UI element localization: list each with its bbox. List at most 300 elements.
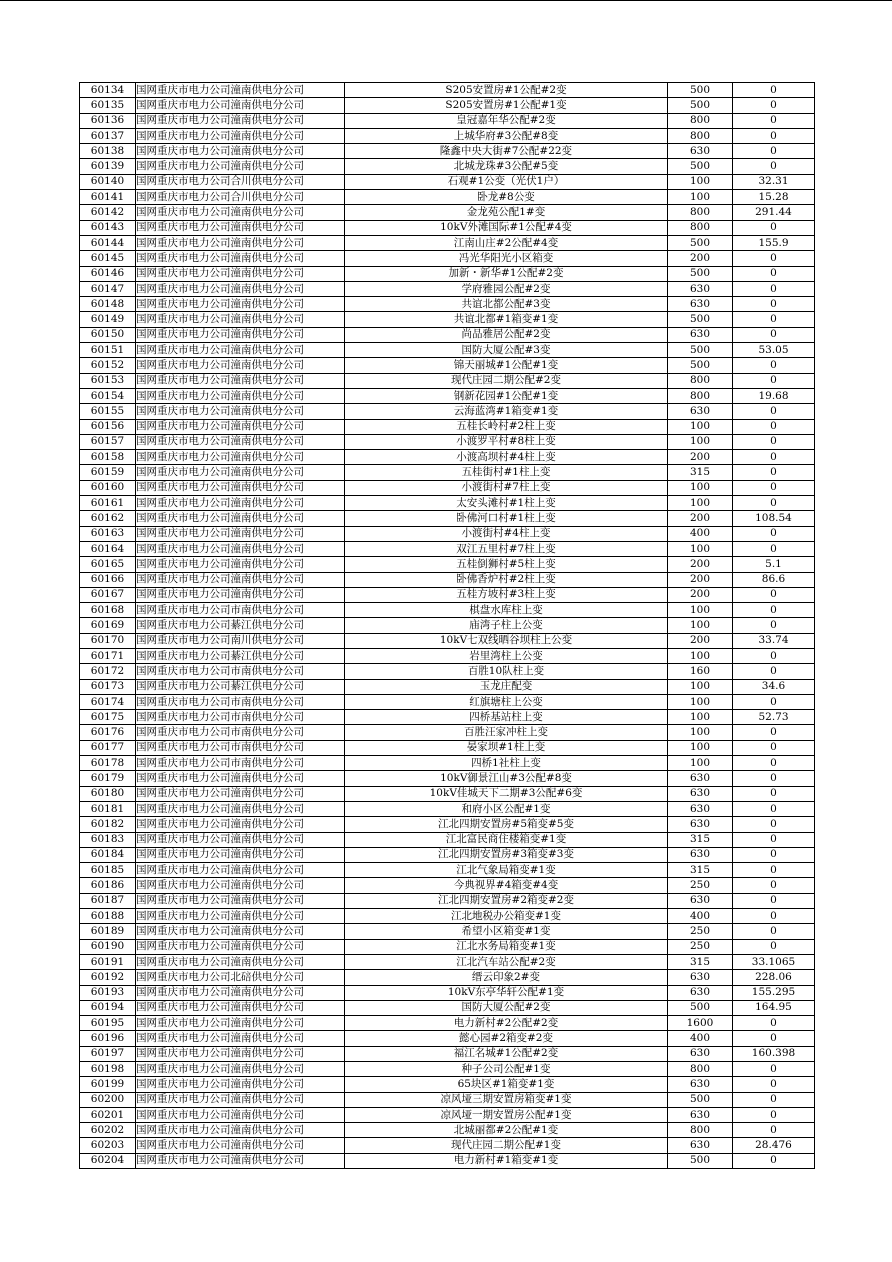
capacity-cell: 200 [668, 557, 733, 572]
capacity-cell: 1600 [668, 1016, 733, 1031]
value-cell: 0 [733, 251, 815, 266]
row-id-cell: 60187 [80, 893, 136, 908]
capacity-cell: 630 [668, 327, 733, 342]
row-id-cell: 60193 [80, 985, 136, 1000]
value-cell: 33.1065 [733, 954, 815, 969]
row-id-cell: 60186 [80, 878, 136, 893]
transformer-name-cell: 现代庄园二期公配#2变 [345, 373, 668, 388]
org-cell: 国网重庆市电力公司潼南供电分公司 [136, 1092, 345, 1107]
transformer-name-cell: 钢新花园#1公配#1变 [345, 388, 668, 403]
table-row [80, 251, 815, 266]
org-cell: 国网重庆市电力公司合川供电分公司 [136, 190, 345, 205]
row-id-cell: 60153 [80, 373, 136, 388]
capacity-cell: 500 [668, 1000, 733, 1015]
capacity-cell: 630 [668, 817, 733, 832]
value-cell: 0 [733, 419, 815, 434]
value-cell: 53.05 [733, 343, 815, 358]
table-row [80, 648, 815, 663]
org-cell: 国网重庆市电力公司市南供电分公司 [136, 664, 345, 679]
value-cell: 0 [733, 847, 815, 862]
transformer-name-cell: 五桂长岭村#2柱上变 [345, 419, 668, 434]
org-cell: 国网重庆市电力公司潼南供电分公司 [136, 786, 345, 801]
capacity-cell: 100 [668, 756, 733, 771]
table-row [80, 985, 815, 1000]
row-id-cell: 60157 [80, 434, 136, 449]
transformer-name-cell: 红旗塘柱上公变 [345, 694, 668, 709]
table-row [80, 939, 815, 954]
capacity-cell: 200 [668, 251, 733, 266]
capacity-cell: 630 [668, 144, 733, 159]
org-cell: 国网重庆市电力公司合川供电分公司 [136, 174, 345, 189]
transformer-name-cell: 江北四期安置房#2箱变#2变 [345, 893, 668, 908]
org-cell: 国网重庆市电力公司潼南供电分公司 [136, 801, 345, 816]
transformer-name-cell: 云海蓝湾#1箱变#1变 [345, 404, 668, 419]
row-id-cell: 60182 [80, 817, 136, 832]
capacity-cell: 500 [668, 312, 733, 327]
transformer-name-cell: 双江五里村#7柱上变 [345, 541, 668, 556]
table-row [80, 786, 815, 801]
capacity-cell: 100 [668, 679, 733, 694]
transformer-name-cell: 江北四期安置房#5箱变#5变 [345, 817, 668, 832]
org-cell: 国网重庆市电力公司潼南供电分公司 [136, 450, 345, 465]
table-row [80, 312, 815, 327]
capacity-cell: 630 [668, 1138, 733, 1153]
value-cell: 0 [733, 664, 815, 679]
transformer-name-cell: 65块区#1箱变#1变 [345, 1077, 668, 1092]
row-id-cell: 60200 [80, 1092, 136, 1107]
capacity-cell: 100 [668, 710, 733, 725]
value-cell: 32.31 [733, 174, 815, 189]
transformer-name-cell: 10kV外滩国际#1公配#4变 [345, 220, 668, 235]
row-id-cell: 60169 [80, 618, 136, 633]
org-cell: 国网重庆市电力公司潼南供电分公司 [136, 1000, 345, 1015]
capacity-cell: 630 [668, 297, 733, 312]
table-row [80, 893, 815, 908]
row-id-cell: 60149 [80, 312, 136, 327]
capacity-cell: 250 [668, 924, 733, 939]
transformer-name-cell: 加新・新华#1公配#2变 [345, 266, 668, 281]
capacity-cell: 100 [668, 419, 733, 434]
table-row [80, 480, 815, 495]
value-cell: 0 [733, 496, 815, 511]
row-id-cell: 60185 [80, 863, 136, 878]
transformer-name-cell: 棋盘水库柱上变 [345, 603, 668, 618]
row-id-cell: 60180 [80, 786, 136, 801]
row-id-cell: 60135 [80, 98, 136, 113]
org-cell: 国网重庆市电力公司潼南供电分公司 [136, 511, 345, 526]
capacity-cell: 250 [668, 878, 733, 893]
transformer-name-cell: 国防大厦公配#3变 [345, 343, 668, 358]
row-id-cell: 60194 [80, 1000, 136, 1015]
transformer-name-cell: 卧佛河口村#1柱上变 [345, 511, 668, 526]
value-cell: 0 [733, 893, 815, 908]
table-row [80, 771, 815, 786]
org-cell: 国网重庆市电力公司潼南供电分公司 [136, 1031, 345, 1046]
row-id-cell: 60165 [80, 557, 136, 572]
capacity-cell: 630 [668, 1107, 733, 1122]
transformer-name-cell: 五桂倒狮村#5柱上变 [345, 557, 668, 572]
table-row [80, 511, 815, 526]
capacity-cell: 315 [668, 832, 733, 847]
transformer-name-cell: 懿心园#2箱变#2变 [345, 1031, 668, 1046]
row-id-cell: 60188 [80, 909, 136, 924]
table-row [80, 801, 815, 816]
org-cell: 国网重庆市电力公司潼南供电分公司 [136, 939, 345, 954]
transformer-name-cell: 小渡街村#4柱上变 [345, 526, 668, 541]
transformer-name-cell: 希望小区箱变#1变 [345, 924, 668, 939]
row-id-cell: 60154 [80, 388, 136, 403]
transformer-name-cell: 卧龙#8公变 [345, 190, 668, 205]
org-cell: 国网重庆市电力公司潼南供电分公司 [136, 893, 345, 908]
org-cell: 国网重庆市电力公司潼南供电分公司 [136, 1077, 345, 1092]
capacity-cell: 500 [668, 1092, 733, 1107]
value-cell: 0 [733, 327, 815, 342]
value-cell: 0 [733, 587, 815, 602]
row-id-cell: 60141 [80, 190, 136, 205]
value-cell: 0 [733, 1092, 815, 1107]
row-id-cell: 60202 [80, 1123, 136, 1138]
org-cell: 国网重庆市电力公司潼南供电分公司 [136, 434, 345, 449]
transformer-name-cell: 福江名城#1公配#2变 [345, 1046, 668, 1061]
row-id-cell: 60152 [80, 358, 136, 373]
org-cell: 国网重庆市电力公司潼南供电分公司 [136, 1138, 345, 1153]
table-row [80, 113, 815, 128]
capacity-cell: 100 [668, 174, 733, 189]
row-id-cell: 60150 [80, 327, 136, 342]
capacity-cell: 160 [668, 664, 733, 679]
table-row [80, 343, 815, 358]
table-row [80, 388, 815, 403]
value-cell: 0 [733, 771, 815, 786]
table-row [80, 235, 815, 250]
transformer-name-cell: 五桂街村#1柱上变 [345, 465, 668, 480]
org-cell: 国网重庆市电力公司潼南供电分公司 [136, 878, 345, 893]
table-row [80, 526, 815, 541]
org-cell: 国网重庆市电力公司潼南供电分公司 [136, 541, 345, 556]
org-cell: 国网重庆市电力公司潼南供电分公司 [136, 587, 345, 602]
capacity-cell: 100 [668, 434, 733, 449]
capacity-cell: 500 [668, 1153, 733, 1168]
org-cell: 国网重庆市电力公司潼南供电分公司 [136, 1123, 345, 1138]
table-row [80, 1107, 815, 1122]
capacity-cell: 630 [668, 893, 733, 908]
transformer-name-cell: 岩里湾柱上公变 [345, 648, 668, 663]
capacity-cell: 250 [668, 939, 733, 954]
value-cell: 0 [733, 801, 815, 816]
org-cell: 国网重庆市电力公司潼南供电分公司 [136, 954, 345, 969]
capacity-cell: 630 [668, 786, 733, 801]
table-row [80, 327, 815, 342]
table-row [80, 434, 815, 449]
value-cell: 0 [733, 480, 815, 495]
transformer-name-cell: 10kV七双线晒谷坝柱上公变 [345, 633, 668, 648]
capacity-cell: 100 [668, 648, 733, 663]
org-cell: 国网重庆市电力公司潼南供电分公司 [136, 144, 345, 159]
value-cell: 0 [733, 1077, 815, 1092]
transformer-name-cell: S205安置房#1公配#2变 [345, 83, 668, 98]
capacity-cell: 800 [668, 205, 733, 220]
capacity-cell: 500 [668, 358, 733, 373]
transformer-name-cell: 百胜10队柱上变 [345, 664, 668, 679]
transformer-name-cell: 隆鑫中央大街#7公配#22变 [345, 144, 668, 159]
org-cell: 国网重庆市电力公司潼南供电分公司 [136, 1107, 345, 1122]
capacity-cell: 100 [668, 618, 733, 633]
value-cell: 0 [733, 878, 815, 893]
row-id-cell: 60173 [80, 679, 136, 694]
capacity-cell: 100 [668, 725, 733, 740]
transformer-name-cell: 四桥1社柱上变 [345, 756, 668, 771]
row-id-cell: 60191 [80, 954, 136, 969]
table-row [80, 205, 815, 220]
row-id-cell: 60184 [80, 847, 136, 862]
transformer-name-cell: 四桥基站柱上变 [345, 710, 668, 725]
transformer-table [79, 82, 815, 1169]
org-cell: 国网重庆市电力公司潼南供电分公司 [136, 1046, 345, 1061]
transformer-name-cell: 国防大厦公配#2变 [345, 1000, 668, 1015]
capacity-cell: 630 [668, 404, 733, 419]
table-row [80, 1153, 815, 1168]
org-cell: 国网重庆市电力公司潼南供电分公司 [136, 847, 345, 862]
table-row [80, 725, 815, 740]
table-row [80, 924, 815, 939]
row-id-cell: 60136 [80, 113, 136, 128]
row-id-cell: 60147 [80, 281, 136, 296]
table-row [80, 694, 815, 709]
table-row [80, 954, 815, 969]
table-row [80, 740, 815, 755]
transformer-name-cell: 电力新村#1箱变#1变 [345, 1153, 668, 1168]
capacity-cell: 500 [668, 343, 733, 358]
transformer-name-cell: 五桂方坡村#3柱上变 [345, 587, 668, 602]
org-cell: 国网重庆市电力公司潼南供电分公司 [136, 924, 345, 939]
row-id-cell: 60137 [80, 128, 136, 143]
capacity-cell: 200 [668, 633, 733, 648]
transformer-name-cell: 小渡街村#7柱上变 [345, 480, 668, 495]
transformer-name-cell: 江北地税办公箱变#1变 [345, 909, 668, 924]
org-cell: 国网重庆市电力公司綦江供电分公司 [136, 648, 345, 663]
row-id-cell: 60156 [80, 419, 136, 434]
org-cell: 国网重庆市电力公司市南供电分公司 [136, 740, 345, 755]
capacity-cell: 800 [668, 220, 733, 235]
table-row [80, 419, 815, 434]
org-cell: 国网重庆市电力公司潼南供电分公司 [136, 388, 345, 403]
value-cell: 0 [733, 113, 815, 128]
table-row [80, 1092, 815, 1107]
table-row [80, 1000, 815, 1015]
value-cell: 0 [733, 1123, 815, 1138]
value-cell: 0 [733, 266, 815, 281]
org-cell: 国网重庆市电力公司潼南供电分公司 [136, 159, 345, 174]
transformer-name-cell: 10kV东亭华轩公配#1变 [345, 985, 668, 1000]
row-id-cell: 60168 [80, 603, 136, 618]
capacity-cell: 630 [668, 801, 733, 816]
transformer-name-cell: 共谊北都#1箱变#1变 [345, 312, 668, 327]
table-row [80, 603, 815, 618]
capacity-cell: 315 [668, 465, 733, 480]
row-id-cell: 60189 [80, 924, 136, 939]
table-row [80, 909, 815, 924]
row-id-cell: 60163 [80, 526, 136, 541]
org-cell: 国网重庆市电力公司潼南供电分公司 [136, 480, 345, 495]
transformer-name-cell: 江北水务局箱变#1变 [345, 939, 668, 954]
row-id-cell: 60175 [80, 710, 136, 725]
table-row [80, 970, 815, 985]
row-id-cell: 60178 [80, 756, 136, 771]
org-cell: 国网重庆市电力公司綦江供电分公司 [136, 618, 345, 633]
capacity-cell: 315 [668, 954, 733, 969]
capacity-cell: 500 [668, 83, 733, 98]
table-body [80, 83, 815, 1169]
org-cell: 国网重庆市电力公司潼南供电分公司 [136, 312, 345, 327]
row-id-cell: 60177 [80, 740, 136, 755]
org-cell: 国网重庆市电力公司潼南供电分公司 [136, 1153, 345, 1168]
org-cell: 国网重庆市电力公司市南供电分公司 [136, 756, 345, 771]
org-cell: 国网重庆市电力公司潼南供电分公司 [136, 771, 345, 786]
transformer-name-cell: 种子公司公配#1变 [345, 1062, 668, 1077]
capacity-cell: 100 [668, 190, 733, 205]
row-id-cell: 60199 [80, 1077, 136, 1092]
org-cell: 国网重庆市电力公司潼南供电分公司 [136, 343, 345, 358]
capacity-cell: 800 [668, 388, 733, 403]
org-cell: 国网重庆市电力公司潼南供电分公司 [136, 327, 345, 342]
org-cell: 国网重庆市电力公司潼南供电分公司 [136, 220, 345, 235]
value-cell: 0 [733, 1062, 815, 1077]
capacity-cell: 200 [668, 511, 733, 526]
table-row [80, 1016, 815, 1031]
transformer-name-cell: 尚品雅居公配#2变 [345, 327, 668, 342]
value-cell: 0 [733, 1153, 815, 1168]
value-cell: 15.28 [733, 190, 815, 205]
capacity-cell: 800 [668, 113, 733, 128]
transformer-name-cell: 石观#1公变（光伏1户） [345, 174, 668, 189]
transformer-name-cell: 小渡罗平村#8柱上变 [345, 434, 668, 449]
org-cell: 国网重庆市电力公司市南供电分公司 [136, 710, 345, 725]
transformer-name-cell: 卧佛香炉村#2柱上变 [345, 572, 668, 587]
row-id-cell: 60181 [80, 801, 136, 816]
org-cell: 国网重庆市电力公司潼南供电分公司 [136, 557, 345, 572]
table-row [80, 83, 815, 98]
value-cell: 0 [733, 924, 815, 939]
value-cell: 0 [733, 220, 815, 235]
transformer-name-cell: 庙湾子柱上公变 [345, 618, 668, 633]
value-cell: 0 [733, 144, 815, 159]
value-cell: 34.6 [733, 679, 815, 694]
capacity-cell: 100 [668, 541, 733, 556]
value-cell: 160.398 [733, 1046, 815, 1061]
table-row [80, 128, 815, 143]
table-row [80, 1077, 815, 1092]
org-cell: 国网重庆市电力公司潼南供电分公司 [136, 266, 345, 281]
org-cell: 国网重庆市电力公司潼南供电分公司 [136, 404, 345, 419]
value-cell: 0 [733, 786, 815, 801]
org-cell: 国网重庆市电力公司潼南供电分公司 [136, 1016, 345, 1031]
org-cell: 国网重庆市电力公司潼南供电分公司 [136, 128, 345, 143]
value-cell: 155.295 [733, 985, 815, 1000]
row-id-cell: 60146 [80, 266, 136, 281]
capacity-cell: 630 [668, 1077, 733, 1092]
value-cell: 0 [733, 128, 815, 143]
transformer-name-cell: 10kV御景江山#3公配#8变 [345, 771, 668, 786]
transformer-name-cell: 晏家坝#1柱上变 [345, 740, 668, 755]
table-row [80, 450, 815, 465]
table-row [80, 1031, 815, 1046]
value-cell: 0 [733, 648, 815, 663]
org-cell: 国网重庆市电力公司潼南供电分公司 [136, 281, 345, 296]
row-id-cell: 60183 [80, 832, 136, 847]
table-row [80, 220, 815, 235]
value-cell: 5.1 [733, 557, 815, 572]
capacity-cell: 400 [668, 526, 733, 541]
row-id-cell: 60151 [80, 343, 136, 358]
value-cell: 228.06 [733, 970, 815, 985]
capacity-cell: 100 [668, 480, 733, 495]
capacity-cell: 400 [668, 1031, 733, 1046]
transformer-name-cell: 锦天丽城#1公配#1变 [345, 358, 668, 373]
org-cell: 国网重庆市电力公司北碚供电分公司 [136, 970, 345, 985]
capacity-cell: 800 [668, 1062, 733, 1077]
row-id-cell: 60143 [80, 220, 136, 235]
org-cell: 国网重庆市电力公司綦江供电分公司 [136, 679, 345, 694]
transformer-name-cell: 共谊北都公配#3变 [345, 297, 668, 312]
capacity-cell: 800 [668, 373, 733, 388]
org-cell: 国网重庆市电力公司潼南供电分公司 [136, 572, 345, 587]
transformer-name-cell: 江北汽车站公配#2变 [345, 954, 668, 969]
transformer-name-cell: 江北富民商住楼箱变#1变 [345, 832, 668, 847]
value-cell: 0 [733, 434, 815, 449]
row-id-cell: 60142 [80, 205, 136, 220]
org-cell: 国网重庆市电力公司潼南供电分公司 [136, 863, 345, 878]
table-row [80, 159, 815, 174]
table-row [80, 710, 815, 725]
value-cell: 0 [733, 603, 815, 618]
org-cell: 国网重庆市电力公司市南供电分公司 [136, 603, 345, 618]
table-row [80, 1046, 815, 1061]
row-id-cell: 60198 [80, 1062, 136, 1077]
value-cell: 0 [733, 159, 815, 174]
row-id-cell: 60204 [80, 1153, 136, 1168]
row-id-cell: 60139 [80, 159, 136, 174]
capacity-cell: 500 [668, 159, 733, 174]
value-cell: 0 [733, 450, 815, 465]
capacity-cell: 630 [668, 847, 733, 862]
value-cell: 33.74 [733, 633, 815, 648]
value-cell: 52.73 [733, 710, 815, 725]
table-row [80, 832, 815, 847]
value-cell: 0 [733, 98, 815, 113]
value-cell: 0 [733, 297, 815, 312]
value-cell: 0 [733, 358, 815, 373]
value-cell: 0 [733, 1107, 815, 1122]
row-id-cell: 60176 [80, 725, 136, 740]
value-cell: 0 [733, 404, 815, 419]
org-cell: 国网重庆市电力公司潼南供电分公司 [136, 817, 345, 832]
transformer-name-cell: 现代庄园二期公配#1变 [345, 1138, 668, 1153]
org-cell: 国网重庆市电力公司潼南供电分公司 [136, 113, 345, 128]
capacity-cell: 200 [668, 450, 733, 465]
org-cell: 国网重庆市电力公司潼南供电分公司 [136, 358, 345, 373]
row-id-cell: 60166 [80, 572, 136, 587]
capacity-cell: 500 [668, 235, 733, 250]
table-row [80, 358, 815, 373]
org-cell: 国网重庆市电力公司潼南供电分公司 [136, 526, 345, 541]
transformer-name-cell: 和府小区公配#1变 [345, 801, 668, 816]
table-row [80, 756, 815, 771]
table-row [80, 190, 815, 205]
transformer-name-cell: 10kV佳城天下二期#3公配#6变 [345, 786, 668, 801]
capacity-cell: 100 [668, 496, 733, 511]
value-cell: 0 [733, 541, 815, 556]
transformer-name-cell: 电力新村#2公配#2变 [345, 1016, 668, 1031]
